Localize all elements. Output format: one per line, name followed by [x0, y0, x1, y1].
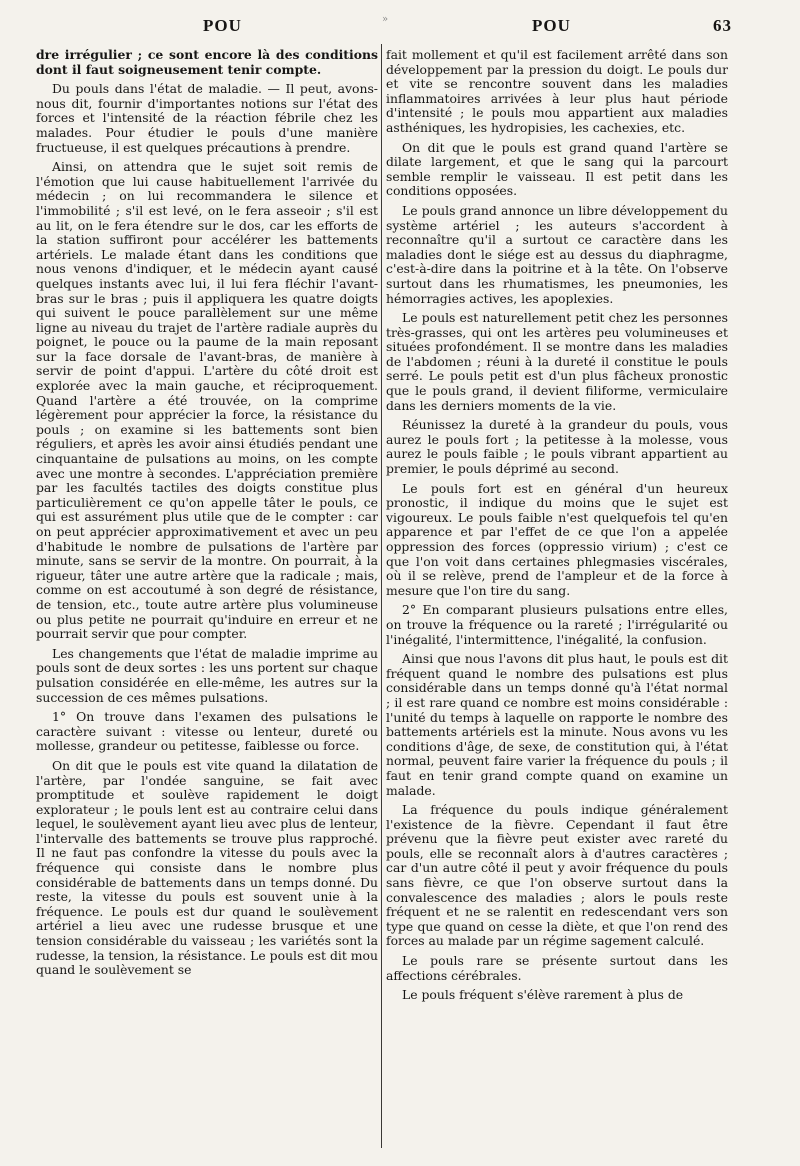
paragraph: Le pouls est naturellement petit chez les personnes très-grasses, qui ont les artères peu volumineuses et situées profondément. Il se montre dans les maladies de l'abdomen ; réuni à la dureté il constitue le pouls serré. Le pouls petit est d'un plus fâcheux pronostic que le pouls grand, il devient filiforme, vermiculaire dans les derniers moments de la vie. — [386, 310, 728, 413]
center-mark: » — [382, 14, 389, 25]
paragraph: Ainsi que nous l'avons dit plus haut, le pouls est dit fréquent quand le nombre des pulsations est plus considérable dans un temps donné qu'à l'état normal ; il est rare quand ce nombre est moins considérable : l'unité du temps à laquelle on rapporte le nombre des battements artériels est la minute. Nous avons vu les conditions d'âge, de sexe, de constitution qui, à l'état normal, peuvent faire varier la fréquence du pouls ; il faut en tenir grand compte quand on examine un malade. — [386, 651, 728, 798]
paragraph: Réunissez la dureté à la grandeur du pouls, vous aurez le pouls fort ; la petitesse à la molesse, vous aurez le pouls faible ; le pouls vibrant appartient au premier, le pouls déprimé au second. — [386, 417, 728, 477]
paragraph: dre irrégulier ; ce sont encore là des conditions dont il faut soigneusement tenir compte. — [36, 48, 378, 77]
paragraph: Les changements que l'état de maladie imprime au pouls sont de deux sortes : les uns portent sur chaque pulsation considérée en elle-même, les autres sur la succession de ces mêmes pulsations. — [36, 645, 378, 705]
paragraph: Le pouls grand annonce un libre développement du système artériel ; les auteurs s'accordent à reconnaître qu'il a surtout ce caractère dans les maladies dont le siége est au dessus du diaphragme, c'est-à-dire dans la poitrine et à la tête. On l'observe surtout dans les rhumatismes, les pneumonies, les hémorragies actives, les apoplexies. — [386, 202, 728, 306]
column-divider — [381, 44, 382, 1148]
left-column — [36, 48, 378, 1156]
paragraph: Le pouls fréquent s'élève rarement à plus de — [402, 987, 684, 1003]
paragraph: fait mollement et qu'il est facilement arrêté dans son développement par la pression du doigt. Le pouls dur et vite se rencontre souvent dans les maladies inflammatoires arrivées à leur plus haut période d'intensité ; le pouls mou appartient aux maladies asthéniques, les hydropisies, les cachexies, etc. — [386, 48, 728, 135]
paragraph: Du pouls dans l'état de maladie. — Il peut, avons-nous dit, fournir d'importantes notions sur l'état des forces et l'intensité de la réaction fébrile chez les malades. Pour étudier le pouls d'une manière fructueuse, il est quelques précautions à prendre. — [36, 81, 378, 155]
page-number: 63 — [713, 16, 732, 35]
paragraph: Le pouls fort est en général d'un heureux pronostic, il indique du moins que le sujet est vigoureux. Le pouls faible n'est quelquefois tel qu'en apparence et par l'effet de ce que l'on a appelée oppression des forces (oppressio virium) ; c'est ce que l'on voit dans certaines phlegmasies viscérales, où il se relève, prend de l'ampleur et de la force à mesure que l'on tire du sang. — [386, 480, 728, 598]
right-column — [386, 48, 728, 1156]
paragraph: 1° On trouve dans l'examen des pulsations le caractère suivant : vitesse ou lenteur, dureté ou mollesse, grandeur ou petitesse, faiblesse ou force. — [36, 709, 378, 754]
running-head-right: POU — [532, 16, 571, 35]
paragraph: On dit que le pouls est vite quand la dilatation de l'artère, par l'ondée sanguine, se fait avec promptitude et soulève rapidement le doigt explorateur ; le pouls lent est au contraire celui dans lequel, le soulèvement ayant lieu avec plus de lenteur, l'intervalle des battements se trouve plus rapproché. Il ne faut pas confondre la vitesse du pouls avec la fréquence qui consiste dans le nombre plus considérable de battements dans un temps donné. Du reste, la vitesse du pouls est souvent unie à la fréquence. Le pouls est dur quand le soulèvement artériel a lieu avec une rudesse brusque et une tension considérable du vaisseau ; les variétés sont la rudesse, la tension, la résistance. Le pouls est dit mou quand le soulèvement se — [36, 757, 378, 978]
paragraph: Ainsi, on attendra que le sujet soit remis de l'émotion que lui cause habituellement l'arrivée du médecin ; on lui recommandera le silence et l'immobilité ; s'il est levé, on le fera asseoir ; s'il est au lit, on le fera étendre sur le dos, car les efforts de la station suffiront pour accélérer les battements artériels. Le malade étant dans les conditions que nous venons d'indiquer, et le médecin ayant causé quelques instants avec lui, il lui fera fléchir l'avant-bras sur le bras ; puis il appliquera les quatre doigts qui suivent le pouce parallèlement sur une même ligne au niveau du trajet de l'artère radiale auprès du poignet, le pouce ou la paume de la main reposant sur la face dorsale de l'avant-bras, de manière à servir de point d'appui. L'artère du côté droit est explorée avec la main gauche, et réciproquement. Quand l'artère a été trouvée, on la comprime légèrement pour apprécier la force, la résistance du pouls ; on examine si les battements sont bien réguliers, et après les avoir ainsi étudiés pendant une cinquantaine de pulsations au moins, on les compte avec une montre à secondes. L'appréciation première par les facultés tactiles des doigts constitue plus particulièrement ce qu'on appelle tâter le pouls, ce qui est assurément plus utile que de le compter : car on peut apprécier approximativement et avec un peu d'habitude le nombre de pulsations de l'artère par minute, sans se servir de la montre. On pourrait, à la rigueur, tâter une autre artère que la radicale ; mais, comme on est accoutumé à son degré de résistance, de tension, etc., toute autre artère plus volumineuse ou plus petite ne pourrait qu'induire en erreur et ne pourrait servir que pour compter. — [36, 159, 378, 642]
paragraph: La fréquence du pouls indique généralement l'existence de la fièvre. Cependant il faut être prévenu que la fièvre peut exister avec rareté du pouls, elle se reconnaît alors à d'autres caractères ; car d'un autre côté il peut y avoir fréquence du pouls sans fièvre, ce que l'on observe surtout dans la convalescence des maladies ; alors le pouls reste fréquent et ne se ralentit en redescendant vers son type que quand on cesse la diète, et que l'on rend des forces au malade par un régime sagement calculé. — [386, 802, 728, 949]
paragraph: Le pouls rare se présente surtout dans les affections cérébrales. — [386, 953, 728, 983]
paragraph: 2° En comparant plusieurs pulsations entre elles, on trouve la fréquence ou la rareté ; l'irrégularité ou l'inégalité, l'intermittence, l'inégalité, la confusion. — [386, 602, 728, 647]
paragraph: On dit que le pouls est grand quand l'artère se dilate largement, et que le sang qui la parcourt semble remplir le vaisseau. Il est petit dans les conditions opposées. — [386, 139, 728, 199]
running-head-left: POU — [203, 16, 242, 35]
